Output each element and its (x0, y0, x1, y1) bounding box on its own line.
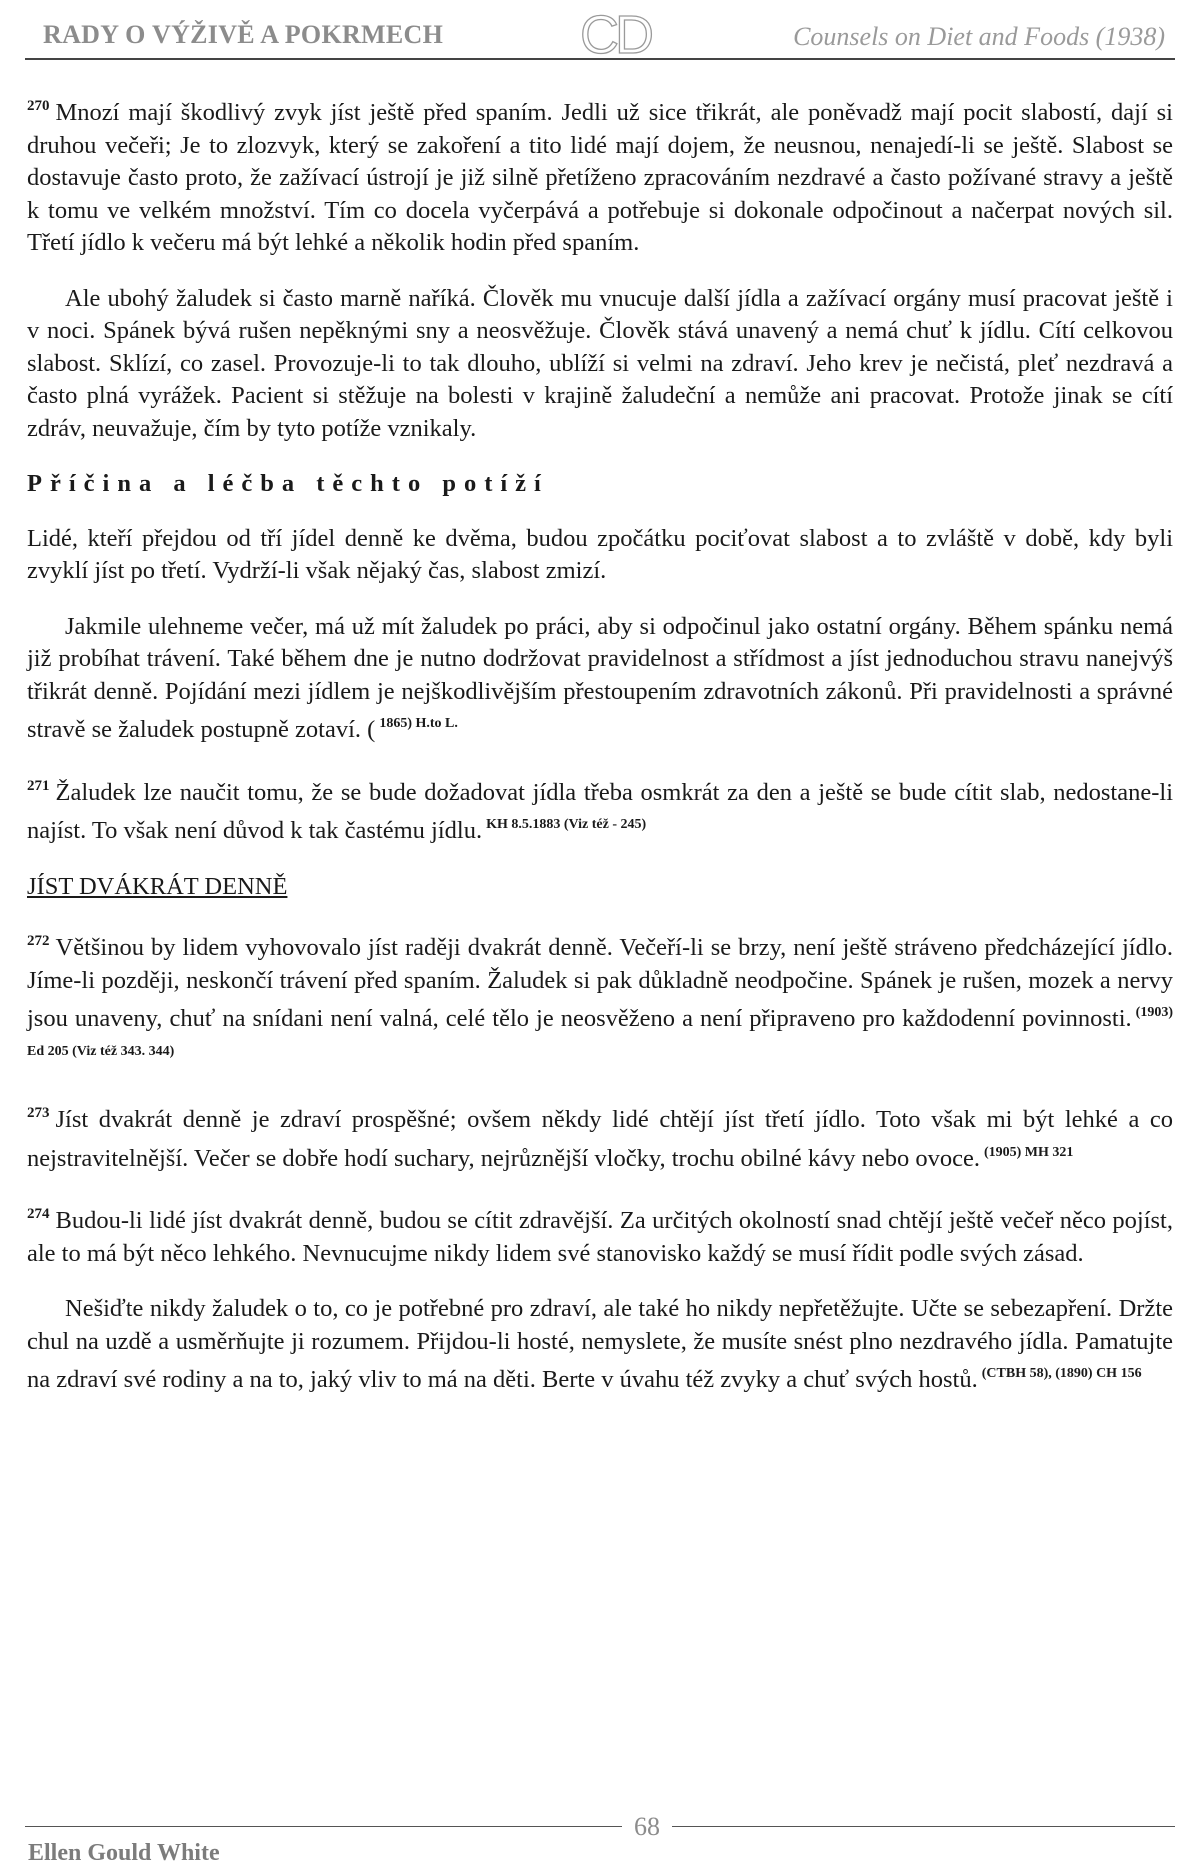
paragraph-number: 271 (27, 777, 50, 794)
footer-divider-right (672, 1826, 1175, 1827)
reference: (1903) Ed 205 (Viz též 343. 344) (27, 1005, 1173, 1059)
paragraph-273 (27, 1097, 1173, 1175)
paragraph-text: Budou-li lidé jíst dvakrát denně, budou se cítit zdravější. Za určitých okolností snad chtějí ještě večeř něco pojíst, ale to má být něco lehkého. Nevnucujme nikdy lidem své stanovisko každý se musí řídit podle svých zásad. (27, 1207, 1173, 1267)
author-name: Ellen Gould White (28, 1840, 220, 1866)
page-header (25, 0, 1175, 65)
reference: (1905) MH 321 (983, 1144, 1074, 1160)
book-title-czech: RADY O VÝŽIVĚ A POKRMECH (43, 20, 444, 49)
paragraph (27, 283, 1173, 446)
paragraph-text: Ale ubohý žaludek si často marně naříká. Člověk mu vnucuje další jídla a zažívací orgány musí pracovat ještě i v noci. Spánek bývá rušen nepěknými sny a neosvěžuje. Člověk stává unavený a nemá chuť k jídlu. Cítí celkovou slabost. Sklízí, co zasel. Provozuje-li to tak dlouho, ublíží si velmi na zdraví. Jeho krev je nečistá, pleť nezdravá a často plná vyrážek. Pacient si stěžuje na bolesti v krajině žaludeční a nemůže ani pracovat. Protože jinak se cítí zdráv, neuvažuje, čím by tyto potíže vznikaly. (27, 284, 1173, 442)
paragraph-text: Nešiďte nikdy žaludek o to, co je potřebné pro zdraví, ale také ho nikdy nepřetěžujte. Učte se sebezapření. Držte chul na uzdě a usměrňujte ji rozumem. Přijdou-li hosté, nemyslete, že musíte snést plno nezdravého jídla. Pamatujte na zdraví své rodiny a na to, jaký vliv to má na děti. Berte v úvahu též zvyky a chuť svých hostů. (27, 1295, 1173, 1393)
paragraph-271 (27, 770, 1173, 848)
cd-logo: CD (580, 5, 650, 65)
paragraph-text: Většinou by lidem vyhovovalo jíst raději dvakrát denně. Večeří-li se brzy, není ještě stráveno předcházející jídlo. Jíme-li později, neskončí trávení před spaním. Žaludek si pak důkladně neodpočine. Spánek je rušen, mozek a nervy jsou unaveny, chuť na snídani není valná, celé tělo je neosvěženo a není připraveno pro každodenní povinnosti. (27, 934, 1173, 1032)
paragraph-text: Jíst dvakrát denně je zdraví prospěšné; ovšem někdy lidé chtějí jíst třetí jídlo. Toto však mi být lehké a co nejstravitelnější. Večer se dobře hodí suchary, nejrůznější vločky, trochu obilné kávy nebo ovoce. (27, 1106, 1173, 1172)
paragraph-number: 274 (27, 1206, 50, 1222)
paragraph (27, 523, 1173, 588)
paragraph-text: Lidé, kteří přejdou od tří jídel denně ke dvěma, budou zpočátku pociťovat slabost a to zvláště v době, kdy byli zvyklí jíst po třetí. Vydrží-li však nějaký čas, slabost zmizí. (27, 524, 1173, 584)
paragraph (27, 1293, 1173, 1397)
paragraph-272 (27, 925, 1173, 1074)
reference: KH 8.5.1883 (Viz též - 245) (486, 817, 647, 832)
header-divider (25, 58, 1175, 60)
footer-divider-left (25, 1826, 622, 1827)
paragraph-text: Žaludek lze naučit tomu, že se bude dožadovat jídla třeba osmkrát za den a ještě se bude cítit slab, nedostane-li najíst. To však není důvod k tak častému jídlu. (27, 778, 1173, 844)
paragraph-number: 273 (27, 1105, 50, 1121)
page-body (27, 90, 1173, 1397)
section-heading: JÍST DVÁKRÁT DENNĚ (27, 872, 288, 900)
section-heading: Příčina a léčba těchto potíží (27, 470, 549, 497)
reference: 1865) H.to L. (379, 716, 458, 731)
book-title-english: Counsels on Diet and Foods (1938) (793, 22, 1165, 51)
paragraph-text: Jakmile ulehneme večer, má už mít žaludek po práci, aby si odpočinul jako ostatní orgány. Během spánku nemá již probíhat trávení. Také během dne je nutno dodržovat pravidelnost a střídmost a jíst jednoduchou stravu nanejvýš třikrát denně. Pojídání mezi jídlem je nejškodlivějším přestoupením zdravotních zákonů. Při pravidelnosti a správné stravě se žaludek postupně zotaví. ( (27, 612, 1173, 743)
paragraph-270 (27, 90, 1173, 260)
paragraph-number: 272 (27, 933, 50, 949)
paragraph-text: Mnozí mají škodlivý zvyk jíst ještě před spaním. Jedli už sice třikrát, ale poněvadž mají pocit slabostí, dají si druhou večeři; Je to zlozvyk, který se zakoření a tito lidé mají dojem, že neusnou, nenajedí-li se ještě. Slabost se dostavuje často proto, že zažívací ústrojí je již silně přetíženo zpracováním nezdravé a často požívané stravy a ještě k tomu ve velkém množství. Tím co docela vyčerpává a potřebuje si dokonale odpočinout a načerpat nových sil. Třetí jídlo k večeru má být lehké a několik hodin před spaním. (27, 99, 1173, 256)
paragraph (27, 611, 1173, 747)
paragraph-number: 270 (27, 98, 50, 114)
reference: (CTBH 58), (1890) CH 156 (981, 1366, 1142, 1381)
page-number: 68 (634, 1812, 660, 1841)
paragraph-274 (27, 1198, 1173, 1270)
